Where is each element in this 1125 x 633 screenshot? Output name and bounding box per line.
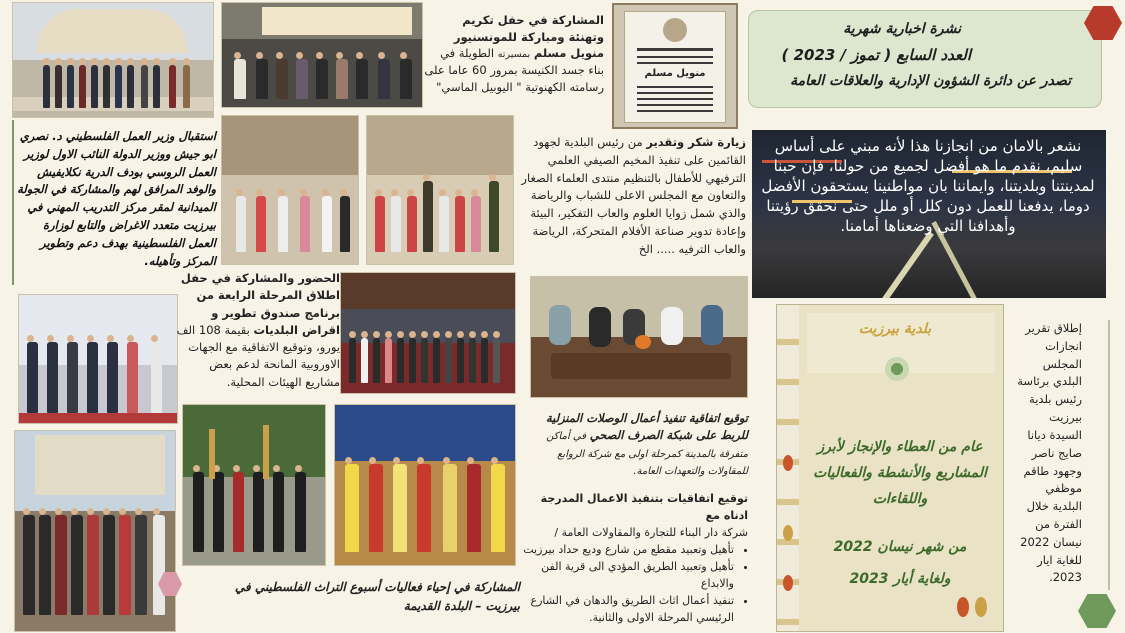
night-banner-text: نشعر بالامان من انجازنا هذا لأنه مبني على أساس سليم، نقدم ما هو أفضل لجميع من حولنا، فإن حبنا لمدينتنا وبلديتنا، وايماننا بان مواطنينا يستحقون الأفضل دوما، يدفعنا للعمل دون كلل أو ملل حتى نحقق رؤيتنا وأهدافنا التي وضعناها أمامنا. <box>761 137 1095 235</box>
photo-fund-auditorium <box>340 272 516 394</box>
plaque-name: منويل مسلم <box>644 68 706 79</box>
poster-line-5: ولغاية أيار 2023 <box>849 571 951 587</box>
newsletter-title: نشرة اخبارية شهرية <box>843 21 961 37</box>
article-works-title: توقيع اتفاقيات بتنفيذ الاعمال المدرجة ادناه مع <box>540 492 748 523</box>
newsletter-publisher: تصدر عن دائرة الشؤون الإدارية والعلاقات العامة <box>790 73 1071 89</box>
poster-line-1: عام من العطاء والإنجاز لأبرز <box>817 439 983 455</box>
report-poster <box>776 304 1004 632</box>
newsletter-header <box>748 10 1102 108</box>
star-emblem-icon <box>885 357 909 381</box>
article-agreement-title: توقيع اتفاقية تنفيذ أعمال الوصلات المنزلية للربط على شبكة الصرف الصحي <box>545 411 748 443</box>
photo-summer-camp-1 <box>221 115 359 265</box>
photo-fund-signing <box>18 294 178 424</box>
lantern-icon <box>783 455 793 471</box>
works-item-1: • تأهيل وتعبيد مقطع من شارع وديع حداد بيرزيت <box>520 541 734 558</box>
hexagon-decoration-green <box>1078 594 1116 628</box>
article-works <box>520 490 748 626</box>
night-banner <box>752 130 1106 298</box>
article-thanks-title: زيارة شكر وتقدير <box>646 135 746 149</box>
divider-right <box>1108 320 1110 590</box>
lantern-icon <box>957 597 969 617</box>
article-thanks <box>514 134 746 259</box>
lantern-icon <box>975 597 987 617</box>
poster-line-2: المشاريع والأنشطة والفعاليات <box>813 465 987 481</box>
works-item-3: • تنفيذ أعمال اثاث الطريق والدهان في الشارع الرئيسي المرحلة الاولى والثانية. <box>520 592 734 626</box>
article-agreement-body: في أماكن متفرقة بالمدينة كمرحلة اولى مع شركة الروابع للمقاولات والتعهدات العامة. <box>546 431 748 477</box>
divider-left <box>12 120 14 285</box>
article-honor-lead: بمسيرته <box>497 49 531 61</box>
photo-summer-camp-2 <box>366 115 514 265</box>
photo-honor-ceremony <box>221 2 423 108</box>
article-fund-title: الحضور والمشاركة في حفل اطلاق المرحلة الرابعة من برنامج صندوق تطوير و اقراض البلديات <box>180 271 340 337</box>
article-fund <box>176 270 340 391</box>
newsletter-issue: العدد السابع ( تموز / 2023 ) <box>781 46 971 64</box>
poster-municipality: بلدية بيرزيت <box>858 321 932 337</box>
article-fund-body: بقيمة 108 الف يورو، وتوقيع الاتفاقية مع الجهات الاوروبية المانحة لدعم بعض مشاريع الهيئات المحلية. <box>176 322 340 389</box>
article-achievements: إطلاق تقرير انجازات المجلس البلدي برئاسة رئيس بلدية بيرزيت السيدة ديانا صايج ناصر وجهود طاقم موظفي البلدية خلال الفترة من نيسان 2022 للغاية ايار 2023. <box>1017 321 1082 585</box>
article-honor-title: المشاركة في حفل تكريم وتهنئة ومباركة للمونسنيور منويل مسلم <box>453 13 604 61</box>
article-works-intro: شركة دار البناء للتجارة والمقاولات العامة / <box>554 526 748 540</box>
poster-line-3: واللقاءات <box>872 491 928 507</box>
photo-meeting-table <box>530 276 748 398</box>
photo-heritage-dance <box>334 404 516 566</box>
photo-heritage-group <box>14 430 176 632</box>
article-agreement <box>520 410 748 479</box>
article-honor <box>424 12 604 95</box>
photo-plaque <box>612 3 738 129</box>
photo-building-delegation <box>12 2 214 118</box>
article-minister: استقبال وزير العمل الفلسطيني د. نصري ابو جيش ووزير الدولة النائب الاول لوزير العمل الروسي بودف الدرية نكلايفيش والوفد المرافق لهم والمشاركة في الجولة الميدانية لمقر مركز التدريب المهني في بيرزيت متعدد الاغراض والتابع لوزارة العمل الفلسطينية بهدف دعم وتطوير المركز وتأهيله. <box>17 129 216 268</box>
works-item-2: • تأهيل وتعبيد الطريق المؤدي الى قرية الفن والابداع <box>520 558 734 592</box>
article-heritage-caption: المشاركة في إحياء فعاليات أسبوع التراث الفلسطيني في بيرزيت – البلدة القديمة <box>234 580 520 614</box>
lantern-icon <box>783 575 793 591</box>
article-thanks-body: من رئيس البلدية لجهود القائمين على تنفيذ المخيم الصيفي العلمي الترفيهي للأطفال بالتنظيم منتدى العلماء الصغار والتعاون مع المجلس الاعلى للشباب والرياضة والذي شمل زوايا العلوم والعاب التفكير، البيئة وإعادة تدوير صناعة الأفلام المتحركة، الرياضة والعاب الترفيه ..... الخ <box>521 135 746 256</box>
works-list <box>520 541 748 626</box>
photo-heritage-performers <box>182 404 326 566</box>
article-honor-body: الطويلة في بناء جسد الكنيسة بمرور 60 عاما على رسامته الكهنوتية " اليوبيل الماسي" <box>424 46 604 94</box>
lantern-icon <box>783 525 793 541</box>
poster-line-4: من شهر نيسان 2022 <box>833 539 967 555</box>
